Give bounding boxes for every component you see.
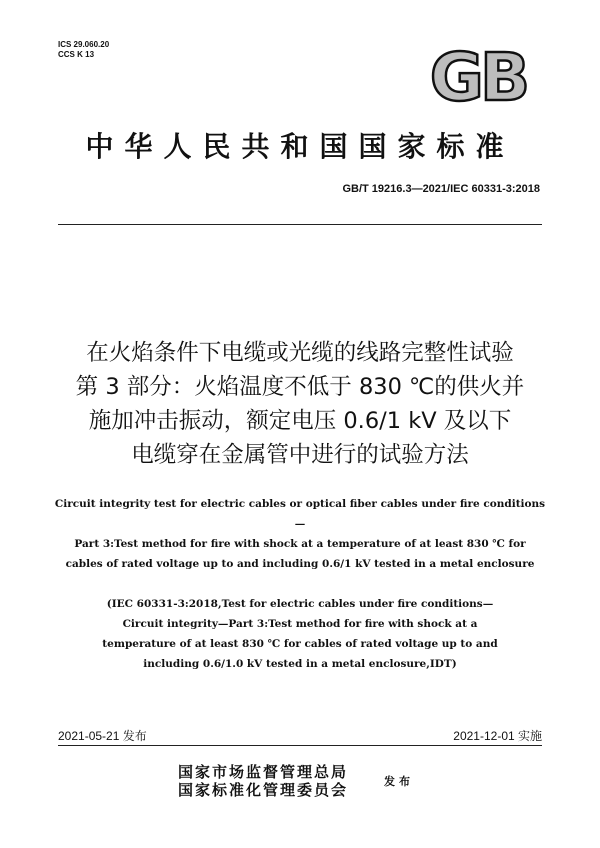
ccs-code: CCS K 13: [58, 50, 95, 59]
bottom-divider: [58, 745, 542, 746]
publish-label: 发布: [384, 775, 414, 788]
chinese-title-line: 在火焰条件下电缆或光缆的线路完整性试验: [86, 340, 514, 366]
iec-equivalent-title: [70, 594, 530, 674]
national-standard-title: 中华人民共和国国家标准: [85, 130, 515, 163]
standard-number: GB/T 19216.3—2021/IEC 60331-3:2018: [342, 183, 540, 195]
top-divider: [58, 224, 542, 225]
iec-title-line: (IEC 60331-3:2018,Test for electric cables under fire conditions—: [106, 598, 494, 610]
issuing-authorities: [178, 763, 348, 799]
issue-date: 2021-05-21 发布: [58, 729, 147, 743]
classification-codes: [58, 40, 109, 60]
iec-title-line: Circuit integrity—Part 3:Test method for fire with shock at a: [122, 618, 478, 630]
issuer-sac: 国家标准化管理委员会: [178, 781, 349, 799]
english-title-line: cables of rated voltage up to and including 0.6/1 kV tested in a metal enclosure: [65, 558, 535, 570]
implementation-date: 2021-12-01 实施: [453, 729, 542, 743]
gb-logo: [418, 44, 538, 106]
chinese-title-line: 施加冲击振动，额定电压 0.6/1 kV 及以下: [88, 408, 512, 434]
english-title-line: Part 3:Test method for fire with shock at a temperature of at least 830 ℃ for: [74, 538, 526, 550]
iec-title-line: including 0.6/1.0 kV tested in a metal enclosure,IDT): [143, 658, 457, 670]
iec-title-line: temperature of at least 830 ℃ for cables of rated voltage up to and: [102, 638, 498, 650]
svg-text:GB: GB: [429, 44, 527, 106]
issuer-samr: 国家市场监督管理总局: [178, 763, 349, 781]
english-title: [50, 494, 550, 574]
ics-code: ICS 29.060.20: [58, 40, 110, 49]
chinese-title: [40, 336, 560, 472]
chinese-title-line: 第 3 部分：火焰温度不低于 830 ℃的供火并: [75, 374, 525, 400]
english-title-line: Circuit integrity test for electric cables or optical fiber cables under fire conditions—: [54, 498, 546, 530]
chinese-title-line: 电缆穿在金属管中进行的试验方法: [131, 442, 469, 468]
